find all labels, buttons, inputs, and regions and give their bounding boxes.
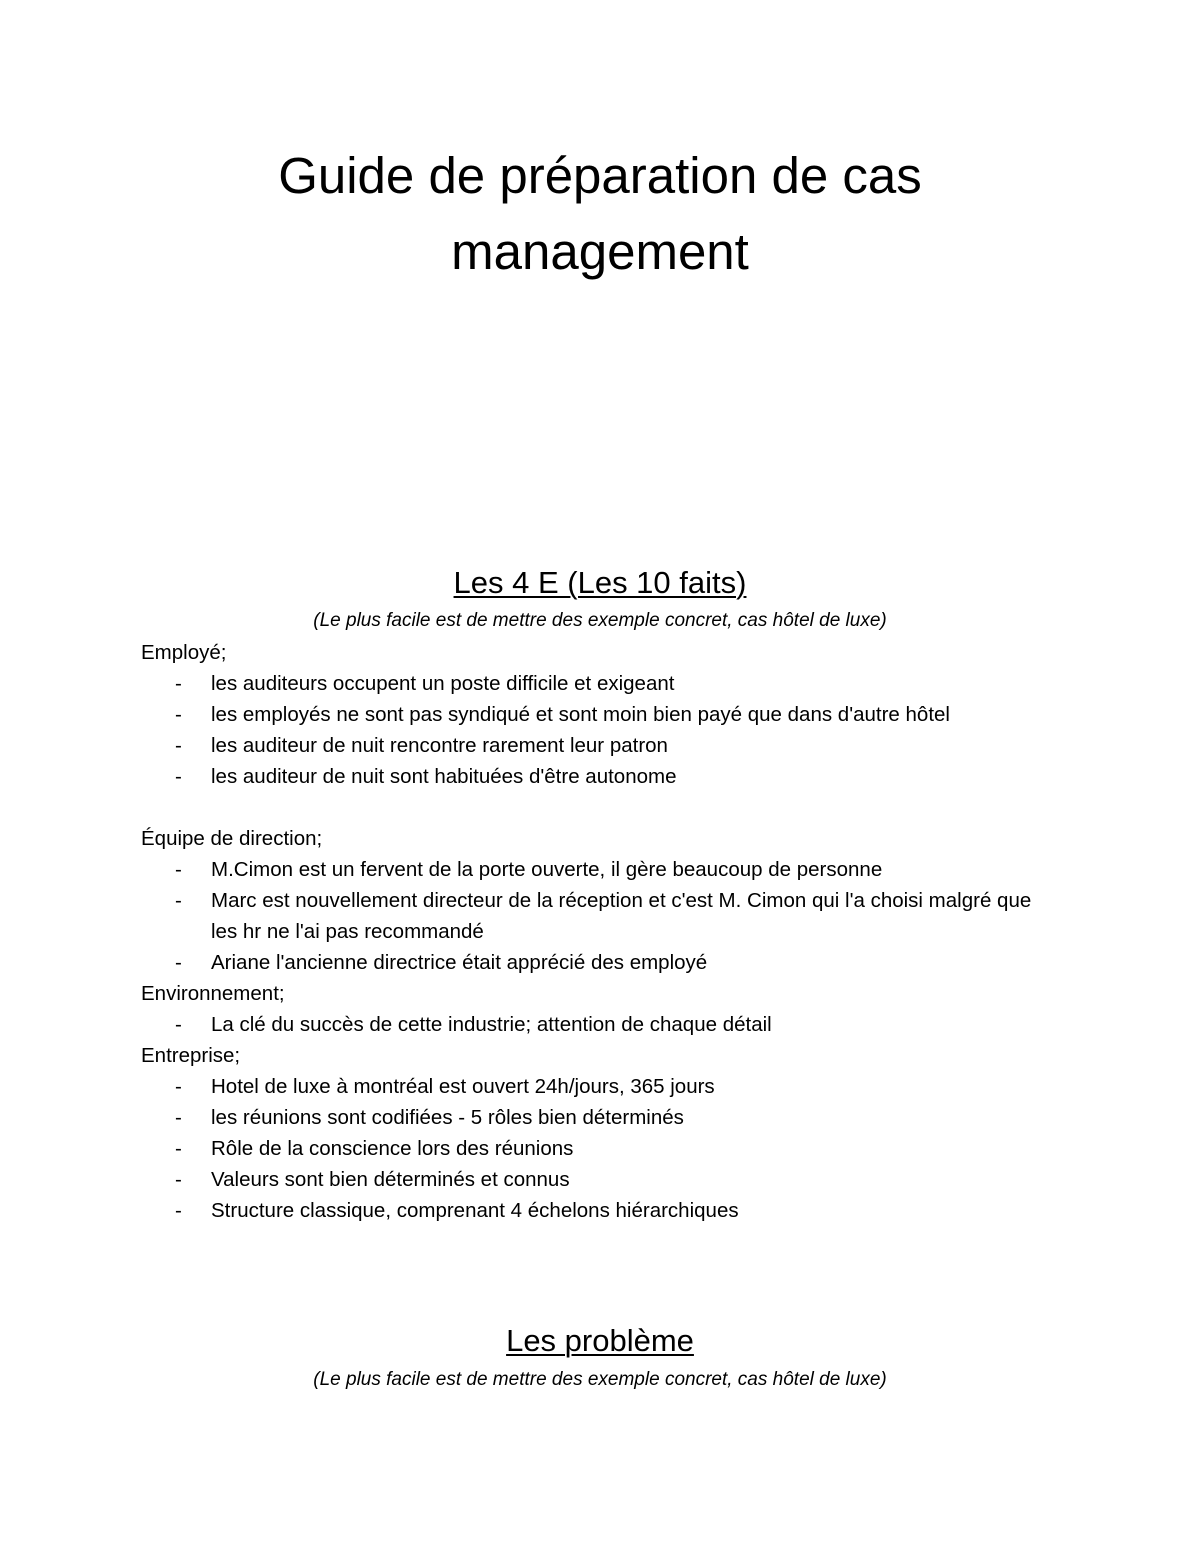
section-body-4e bbox=[141, 637, 1061, 1226]
bullet-list-entreprise bbox=[141, 1071, 1061, 1226]
bullet-marker: - bbox=[175, 1013, 182, 1036]
list-item-text: les réunions sont codifiées - 5 rôles bien déterminés bbox=[211, 1106, 684, 1129]
document-title bbox=[0, 138, 1200, 290]
bullet-marker: - bbox=[175, 672, 182, 695]
bullet-marker: - bbox=[175, 703, 182, 726]
list-item-text: les auditeur de nuit sont habituées d'être autonome bbox=[211, 765, 677, 788]
blank-line bbox=[141, 792, 1061, 823]
list-item bbox=[141, 1164, 1061, 1195]
category-label-environnement: Environnement; bbox=[141, 982, 285, 1005]
list-item-text: Structure classique, comprenant 4 échelons hiérarchiques bbox=[211, 1199, 739, 1222]
list-item bbox=[141, 947, 1061, 978]
bullet-marker: - bbox=[175, 1199, 182, 1222]
list-item bbox=[141, 885, 1061, 947]
list-item-text: Ariane l'ancienne directrice était apprécié des employé bbox=[211, 951, 708, 974]
list-item bbox=[141, 854, 1061, 885]
list-item bbox=[141, 699, 1061, 730]
document-title-line-2: management bbox=[451, 223, 749, 280]
section-note-4e: (Le plus facile est de mettre des exemple concret, cas hôtel de luxe) bbox=[313, 610, 887, 631]
list-item bbox=[141, 1195, 1061, 1226]
bullet-marker: - bbox=[175, 1075, 182, 1098]
list-item bbox=[141, 761, 1061, 792]
list-item bbox=[141, 1133, 1061, 1164]
list-item-text: Rôle de la conscience lors des réunions bbox=[211, 1137, 574, 1160]
section-heading-probleme: Les problème bbox=[506, 1323, 694, 1358]
list-item bbox=[141, 1102, 1061, 1133]
bullet-marker: - bbox=[175, 889, 182, 912]
bullet-marker: - bbox=[175, 734, 182, 757]
category-label-entreprise: Entreprise; bbox=[141, 1044, 241, 1067]
list-item bbox=[141, 1009, 1061, 1040]
list-item bbox=[141, 668, 1061, 699]
section-note-probleme: (Le plus facile est de mettre des exemple concret, cas hôtel de luxe) bbox=[313, 1369, 887, 1390]
bullet-list-environnement bbox=[141, 1009, 1061, 1040]
bullet-list-equipe-direction bbox=[141, 854, 1061, 978]
category-label-employe: Employé; bbox=[141, 641, 227, 664]
list-item-text: les employés ne sont pas syndiqué et sont moin bien payé que dans d'autre hôtel bbox=[211, 703, 950, 726]
bullet-marker: - bbox=[175, 858, 182, 881]
bullet-marker: - bbox=[175, 765, 182, 788]
category-label-equipe-direction: Équipe de direction; bbox=[141, 827, 323, 850]
list-item bbox=[141, 1071, 1061, 1102]
list-item-text: Hotel de luxe à montréal est ouvert 24h/jours, 365 jours bbox=[211, 1075, 715, 1098]
list-item-text: Valeurs sont bien déterminés et connus bbox=[211, 1168, 570, 1191]
list-item-text: Marc est nouvellement directeur de la réception et c'est M. Cimon qui l'a choisi malgré que les hr ne l'ai pas recommandé bbox=[211, 889, 1032, 943]
section-heading-4e: Les 4 E (Les 10 faits) bbox=[453, 565, 747, 600]
document-title-line-1: Guide de préparation de cas bbox=[278, 147, 922, 204]
list-item-text: La clé du succès de cette industrie; attention de chaque détail bbox=[211, 1013, 772, 1036]
list-item-text: les auditeur de nuit rencontre rarement leur patron bbox=[211, 734, 668, 757]
bullet-marker: - bbox=[175, 951, 182, 974]
list-item-text: les auditeurs occupent un poste difficile et exigeant bbox=[211, 672, 675, 695]
bullet-list-employe bbox=[141, 668, 1061, 792]
list-item-text: M.Cimon est un fervent de la porte ouverte, il gère beaucoup de personne bbox=[211, 858, 883, 881]
bullet-marker: - bbox=[175, 1168, 182, 1191]
bullet-marker: - bbox=[175, 1106, 182, 1129]
bullet-marker: - bbox=[175, 1137, 182, 1160]
list-item bbox=[141, 730, 1061, 761]
